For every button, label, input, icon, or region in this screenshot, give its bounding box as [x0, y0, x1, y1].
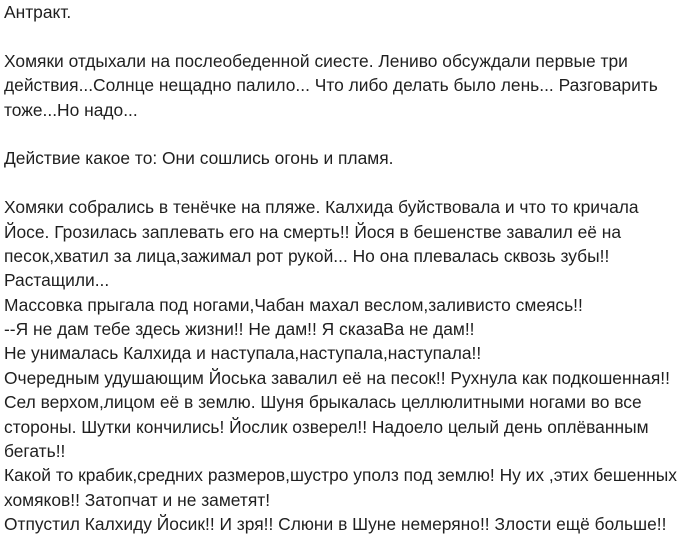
document-text — [4, 0, 696, 537]
paragraph-line: Отпустил Калхиду Йосик!! И зря!! Слюни в Шуне немеряно!! Злости ещё больше!! — [4, 514, 667, 535]
title-line: Антракт. — [4, 2, 72, 22]
paragraph-line: Растащили... — [4, 270, 110, 291]
paragraph-line: Действие какое то: Они сошлись огонь и пламя. — [4, 148, 394, 169]
paragraph-line: Очередным удушающим Йоська завалил её на песок!! Рухнула как подкошенная!! — [4, 367, 670, 388]
paragraph-line: тоже...Но надо... — [4, 99, 138, 120]
paragraph-line: Сел верхом,лицом её в землю. Шуня брыкалась целлюлитными ногами во все — [4, 392, 642, 413]
paragraph-line: Хомяки собрались в тенёчке на пляже. Калхида буйствовала и что то кричала — [4, 197, 639, 218]
paragraph-line: Не унималась Калхида и наступала,наступала,наступала!! — [4, 343, 482, 364]
paragraph-line: --Я не дам тебе здесь жизни!! Не дам!! Я сказаВа не дам!! — [4, 319, 475, 340]
paragraph-line: хомяков!! Затопчат и не заметят! — [4, 489, 271, 510]
paragraph-line: Массовка прыгала под ногами,Чабан махал веслом,заливисто смеясь!! — [4, 294, 583, 315]
blank-line — [4, 171, 696, 195]
paragraph-line: Какой то крабик,средних размеров,шустро уполз под землю! Ну их ,этих бешенных — [4, 465, 677, 486]
paragraph-line: стороны. Шутки кончились! Йослик озверел!! Надоело целый день оплёванным — [4, 416, 649, 437]
paragraph-line: Йосе. Грозилась заплевать его на смерть!! Йося в бешенстве завалил её на — [4, 221, 622, 242]
blank-line — [4, 24, 696, 48]
paragraph-line: действия...Солнце нещадно палило... Что либо делать было лень... Разговарить — [4, 75, 658, 96]
blank-line — [4, 122, 696, 146]
paragraph-line: бегать!! — [4, 441, 66, 462]
paragraph-line: Хомяки отдыхали на послеобеденной сиесте. Лениво обсуждали первые три — [4, 50, 628, 71]
paragraph-line: песок,хватил за лица,зажимал рот рукой... Но она плевалась сквозь зубы!! — [4, 245, 610, 266]
